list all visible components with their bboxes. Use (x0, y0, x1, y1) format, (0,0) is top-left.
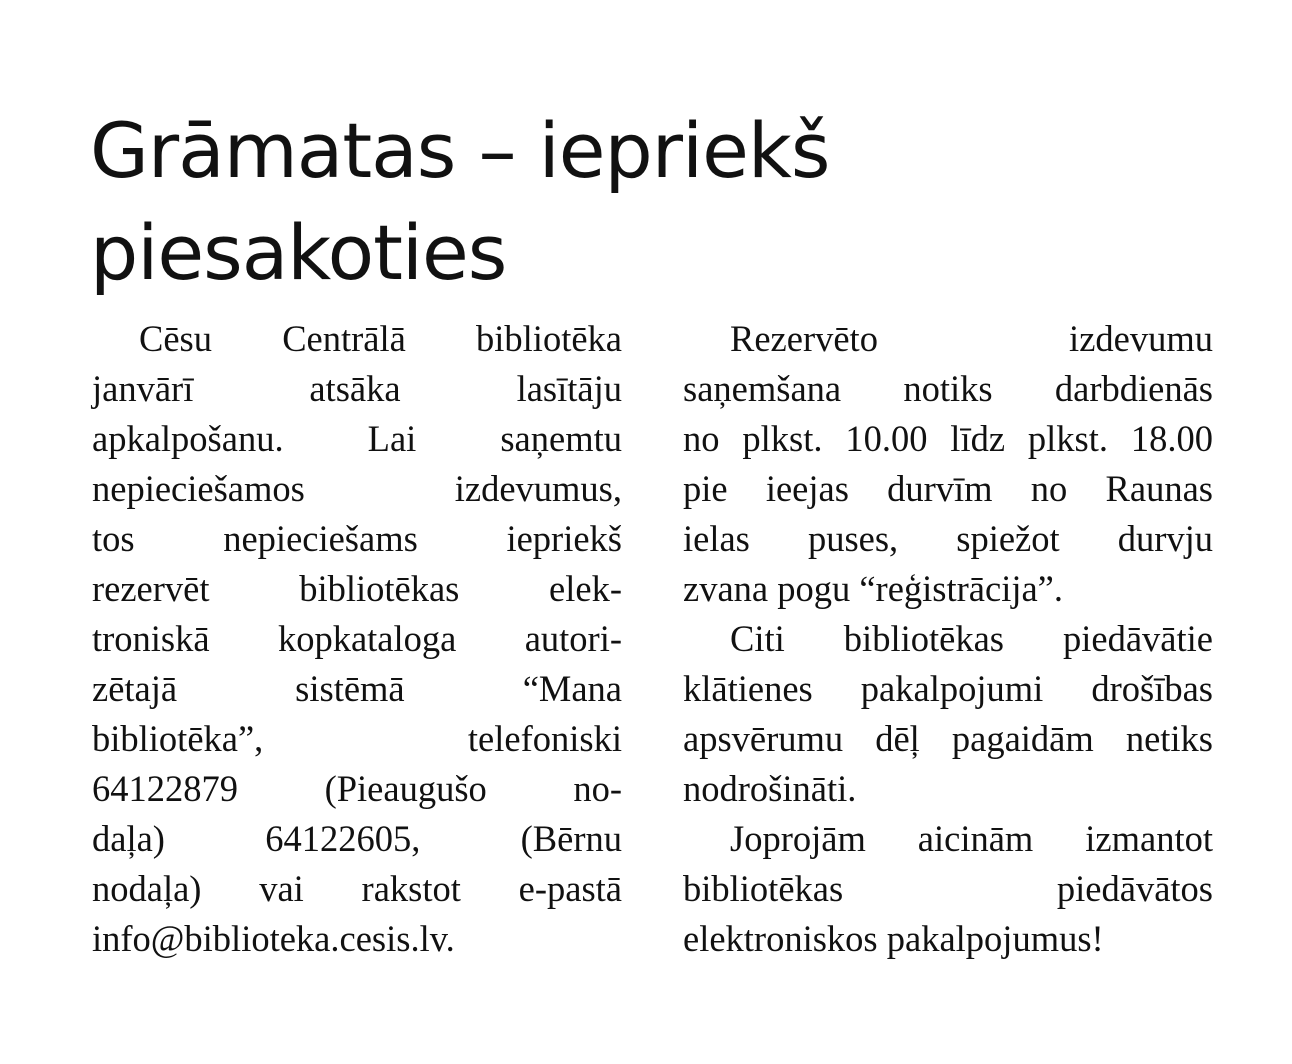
article-column-left (92, 314, 622, 964)
text-line: pie ieejas durvīm no Raunas (683, 468, 1213, 509)
text-line: info@biblioteka.cesis.lv. (92, 918, 455, 959)
text-line: troniskā kopkataloga autori- (92, 618, 622, 659)
text-line: 64122879 (Pieaugušo no- (92, 768, 622, 809)
text-line: apkalpošanu. Lai saņemtu (92, 418, 622, 459)
text-line: Rezervēto izdevumu (730, 318, 1213, 359)
text-line: Citi bibliotēkas piedāvātie (730, 618, 1213, 659)
text-line: nodaļa) vai rakstot e-pastā (92, 868, 622, 909)
text-line: zvana pogu “reģistrācija”. (683, 568, 1064, 609)
text-line: ielas puses, spiežot durvju (683, 518, 1213, 559)
text-line: saņemšana notiks darbdienās (683, 368, 1213, 409)
paragraph (683, 814, 1213, 964)
paragraph (683, 314, 1213, 614)
text-line: zētajā sistēmā “Mana (92, 668, 622, 709)
text-line: klātienes pakalpojumi drošības (683, 668, 1213, 709)
text-line: apsvērumu dēļ pagaidām netiks (683, 718, 1213, 759)
headline-line: Grāmatas – iepriekš (90, 106, 830, 195)
headline-line: piesakoties (90, 208, 507, 297)
paragraph (92, 314, 622, 964)
text-line: tos nepieciešams iepriekš (92, 518, 622, 559)
text-line: rezervēt bibliotēkas elek- (92, 568, 622, 609)
article-column-right (683, 314, 1213, 964)
text-line: nodrošināti. (683, 768, 857, 809)
text-line: daļa) 64122605, (Bērnu (92, 818, 622, 859)
text-line: bibliotēka”, telefoniski (92, 718, 622, 759)
text-line: nepieciešamos izdevumus, (92, 468, 622, 509)
text-line: janvārī atsāka lasītāju (92, 368, 622, 409)
text-line: Joprojām aicinām izmantot (730, 818, 1213, 859)
paragraph (683, 614, 1213, 814)
text-line: bibliotēkas piedāvātos (683, 868, 1213, 909)
text-line: Cēsu Centrālā bibliotēka (139, 318, 622, 359)
article-headline (90, 100, 1240, 304)
text-line: no plkst. 10.00 līdz plkst. 18.00 (683, 418, 1213, 459)
text-line: elektroniskos pakalpojumus! (683, 918, 1104, 959)
